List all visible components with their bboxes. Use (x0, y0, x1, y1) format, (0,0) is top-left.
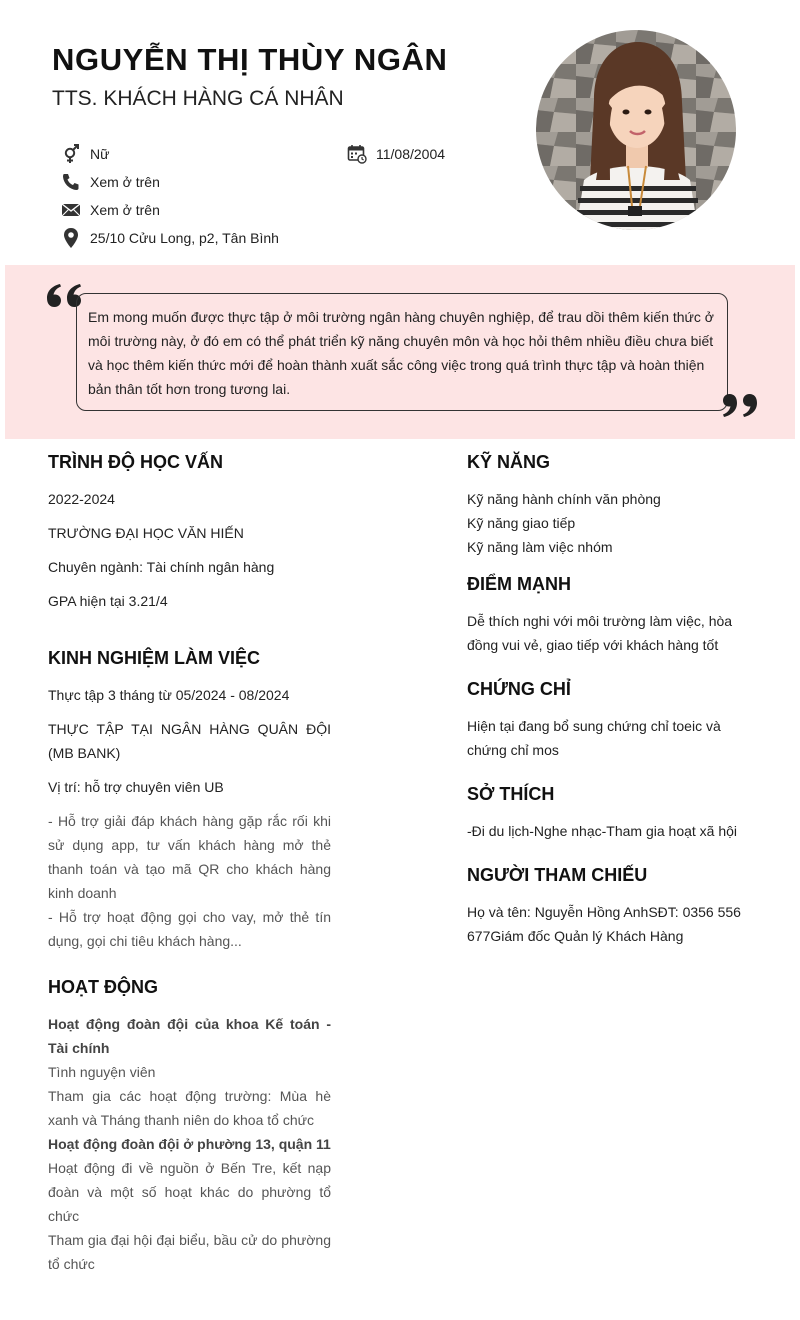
phone-value: Xem ở trên (90, 174, 160, 190)
activity-item: Tình nguyện viên (48, 1064, 156, 1080)
location-pin-icon (60, 227, 82, 249)
address-value: 25/10 Cửu Long, p2, Tân Bình (90, 230, 279, 246)
certificates-text: Hiện tại đang bổ sung chứng chỉ toeic và chứng chỉ mos (467, 718, 721, 758)
experience-company: THỰC TẬP TẠI NGÂN HÀNG QUÂN ĐỘI (MB BANK) (48, 721, 331, 761)
objective-text: Em mong muốn được thực tập ở môi trường ngân hàng chuyên nghiệp, để trau dồi thêm kiến thức ở môi trường này, ở đó em có thể phát triển kỹ năng chuyên môn và học hỏi thêm nhiều điều chưa biết và học thêm kiến thức mới để hoàn thành xuất sắc công việc trong quá trình thực tập và hoàn thiện bản thân tốt hơn trong tương lai. (76, 293, 728, 411)
education-major: Chuyên ngành: Tài chính ngân hàng (48, 559, 275, 575)
education-school: TRƯỜNG ĐẠI HỌC VĂN HIẾN (48, 525, 244, 541)
hobbies-section (467, 784, 757, 843)
info-address (60, 227, 279, 249)
activities-title: HOẠT ĐỘNG (48, 977, 158, 997)
activities-section (48, 977, 331, 1276)
gender-value: Nữ (90, 146, 110, 162)
skills-section (467, 452, 757, 559)
info-birthdate (346, 143, 445, 165)
education-section (48, 452, 331, 613)
email-value: Xem ở trên (90, 202, 160, 218)
info-gender (60, 143, 109, 165)
activity-item: Hoạt động đi về nguồn ở Bến Tre, kết nạp đoàn và một số hoạt khác do phường tổ chức (48, 1160, 331, 1224)
birthdate-value: 11/08/2004 (376, 146, 446, 162)
activity-group-title: Hoạt động đoàn đội ở phường 13, quận 11 (48, 1136, 331, 1152)
right-column (467, 452, 757, 948)
quote-close-icon (722, 393, 758, 424)
strengths-title: ĐIỂM MẠNH (467, 574, 571, 594)
references-text: Họ và tên: Nguyễn Hồng AnhSĐT: 0356 556 677Giám đốc Quản lý Khách Hàng (467, 904, 741, 944)
experience-role: Vị trí: hỗ trợ chuyên viên UB (48, 779, 224, 795)
education-years: 2022-2024 (48, 491, 115, 507)
activity-item: Tham gia các hoạt động trường: Mùa hè xanh và Tháng thanh niên do khoa tổ chức (48, 1088, 331, 1128)
profile-photo (536, 30, 736, 230)
strengths-section (467, 574, 757, 657)
experience-duty: - Hỗ trợ giải đáp khách hàng gặp rắc rối khi sử dụng app, tư vấn khách hàng mở thẻ thanh toán và tạo mã QR cho khách hàng kinh doanh (48, 813, 331, 901)
education-gpa: GPA hiện tại 3.21/4 (48, 593, 168, 609)
experience-title: KINH NGHIỆM LÀM VIỆC (48, 648, 261, 668)
calendar-icon (346, 143, 368, 165)
envelope-icon (60, 199, 82, 221)
candidate-position: TTS. KHÁCH HÀNG CÁ NHÂN (52, 87, 344, 110)
hobbies-text: -Đi du lịch-Nghe nhạc-Tham gia hoạt xã hội (467, 823, 738, 839)
info-email (60, 199, 160, 221)
certificates-title: CHỨNG CHỈ (467, 679, 571, 699)
experience-period: Thực tập 3 tháng từ 05/2024 - 08/2024 (48, 687, 290, 703)
references-section (467, 865, 757, 948)
info-phone (60, 171, 160, 193)
phone-icon (60, 171, 82, 193)
gender-icon (60, 143, 82, 165)
experience-duty: - Hỗ trợ hoạt động gọi cho vay, mở thẻ tín dụng, gọi chi tiêu khách hàng... (48, 909, 331, 949)
skill-item: Kỹ năng giao tiếp (467, 515, 576, 531)
activity-item: Tham gia đại hội đại biểu, bầu cử do phường tổ chức (48, 1232, 331, 1272)
hobbies-title: SỞ THÍCH (467, 784, 555, 804)
experience-section (48, 648, 331, 953)
left-column (48, 452, 331, 1276)
certificates-section (467, 679, 757, 762)
skills-title: KỸ NĂNG (467, 452, 551, 472)
skill-item: Kỹ năng hành chính văn phòng (467, 491, 661, 507)
references-title: NGƯỜI THAM CHIẾU (467, 865, 648, 885)
strengths-text: Dễ thích nghi với môi trường làm việc, hòa đồng vui vẻ, giao tiếp với khách hàng tốt (467, 613, 733, 653)
activity-group-title: Hoạt động đoàn đội của khoa Kế toán - Tài chính (48, 1016, 331, 1056)
skill-item: Kỹ năng làm việc nhóm (467, 539, 613, 555)
education-title: TRÌNH ĐỘ HỌC VẤN (48, 452, 223, 472)
candidate-name: NGUYỄN THỊ THÙY NGÂN (52, 42, 448, 77)
